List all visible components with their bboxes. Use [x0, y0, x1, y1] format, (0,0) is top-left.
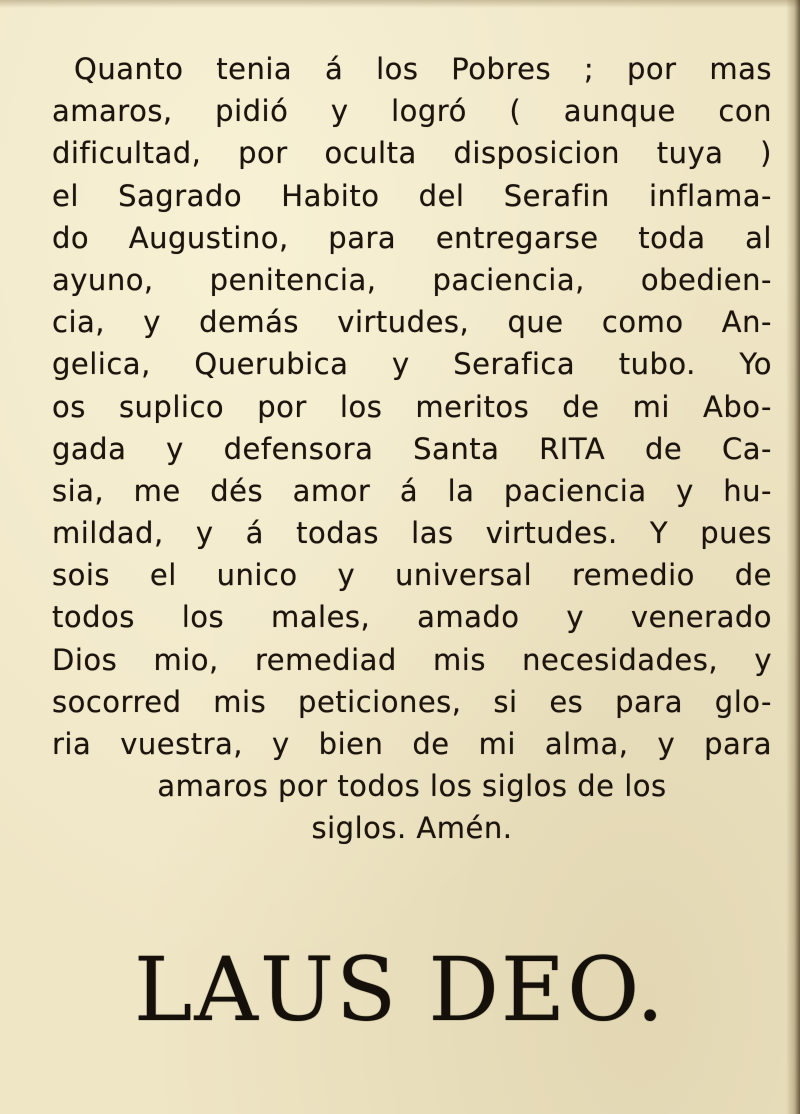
closing-title: LAUS DEO.: [133, 938, 667, 1041]
text-line: todos los males, amado y venerado: [52, 600, 772, 635]
text-line: os suplico por los meritos de mi Abo-: [52, 389, 772, 424]
text-line: sia, me dés amor á la paciencia y hu-: [52, 473, 772, 508]
text-line: Dios mio, remediad mis necesidades, y: [52, 642, 772, 677]
text-line: ria vuestra, y bien de mi alma, y para: [52, 727, 772, 761]
text-line: Quanto tenia á los Pobres ; por mas: [74, 52, 772, 86]
text-line: siglos. Amén.: [311, 811, 513, 846]
text-line: cia, y demás virtudes, que como An-: [52, 305, 772, 340]
text-line: gada y defensora Santa RITA de Ca-: [52, 431, 772, 466]
text-line: ayuno, penitencia, paciencia, obedien-: [52, 262, 772, 297]
text-line: amaros, pidió y logró ( aunque con: [52, 94, 772, 129]
text-line: gelica, Querubica y Serafica tubo. Yo: [52, 347, 772, 382]
text-line: amaros por todos los siglos de los: [157, 769, 667, 804]
text-line: socorred mis peticiones, si es para glo-: [52, 684, 772, 719]
text-line: el Sagrado Habito del Serafin inflama-: [52, 178, 772, 213]
text-line: dificultad, por oculta disposicion tuya ): [52, 136, 772, 171]
text-line: mildad, y á todas las virtudes. Y pues: [52, 516, 772, 551]
page-top-shadow: [0, 0, 800, 8]
text-line: do Augustino, para entregarse toda al: [52, 220, 772, 255]
prayer-text-block: [52, 48, 772, 850]
text-line: sois el unico y universal remedio de: [52, 558, 772, 593]
